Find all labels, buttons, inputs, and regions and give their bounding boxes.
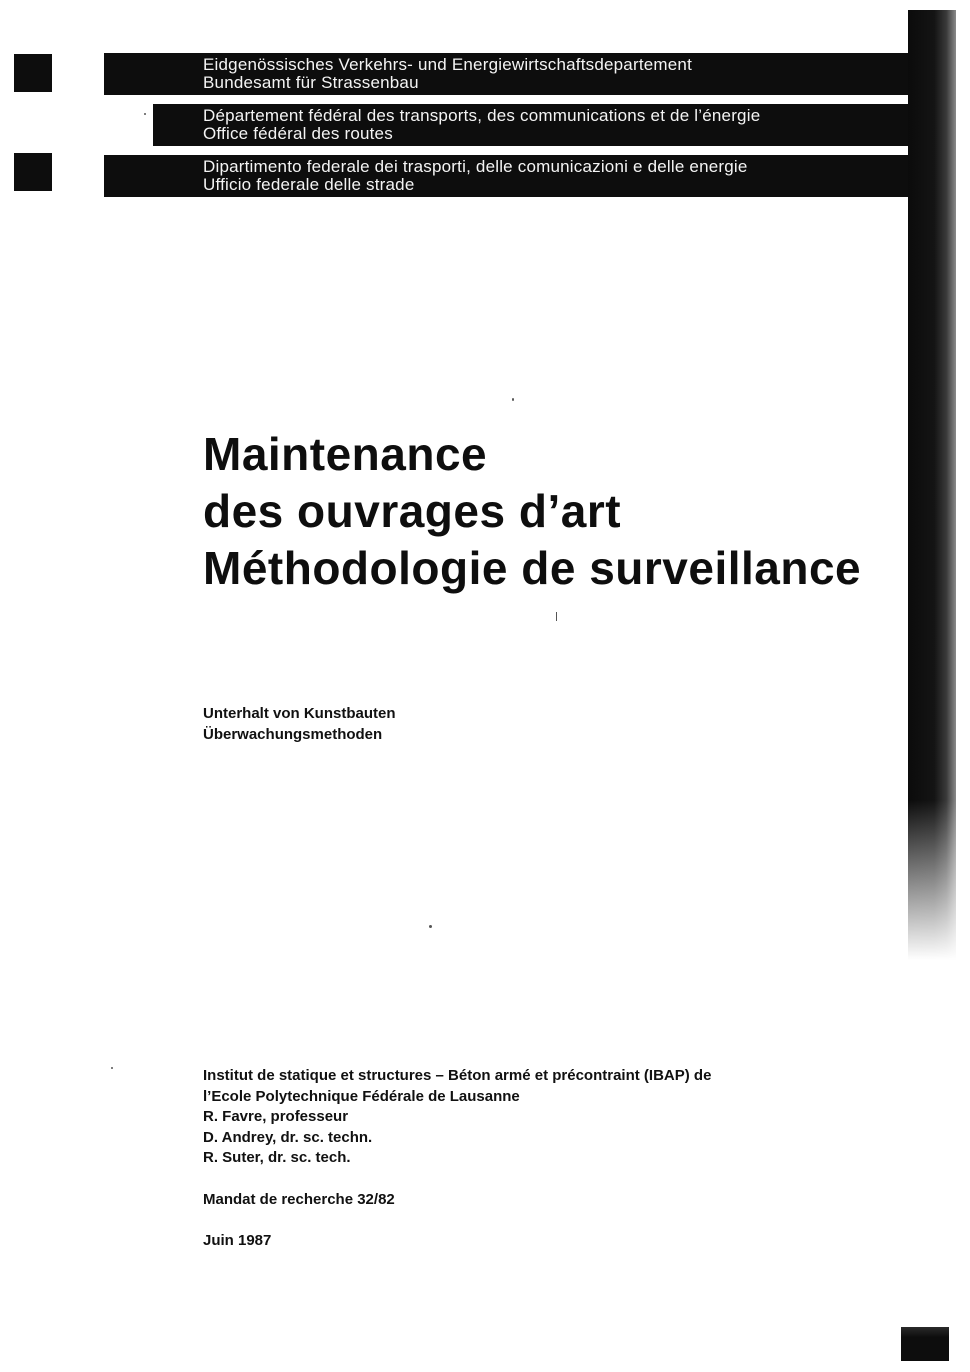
institute-school: l’Ecole Polytechnique Fédérale de Lausanne bbox=[203, 1087, 520, 1105]
scan-speck bbox=[512, 398, 514, 401]
scan-edge-fade bbox=[908, 560, 956, 960]
scan-speck bbox=[556, 612, 557, 621]
header-band-italian bbox=[104, 155, 908, 197]
document-subtitle bbox=[203, 703, 803, 745]
header-german-office: Bundesamt für Strassenbau bbox=[203, 73, 419, 92]
institute-name: Institut de statique et structures – Béton armé et précontraint (IBAP) de bbox=[203, 1067, 712, 1084]
subtitle-line-2: Überwachungsmethoden bbox=[203, 726, 383, 743]
registration-mark-bottom bbox=[14, 153, 52, 191]
header-french-office: Office fédéral des routes bbox=[203, 124, 393, 143]
header-italian-department: Dipartimento federale dei trasporti, delle comunicazioni e delle energie bbox=[203, 157, 748, 176]
title-line-3: Méthodologie de surveillance bbox=[203, 542, 862, 594]
author-suter: R. Suter, dr. sc. tech. bbox=[203, 1149, 351, 1166]
author-favre: R. Favre, professeur bbox=[203, 1108, 349, 1125]
header-german-department: Eidgenössisches Verkehrs- und Energiewirtschaftsdepartement bbox=[203, 55, 692, 74]
header-band-german bbox=[104, 53, 908, 95]
title-line-2: des ouvrages d’art bbox=[203, 485, 622, 537]
publication-date: Juin 1987 bbox=[203, 1232, 272, 1249]
document-title bbox=[203, 426, 903, 597]
corner-registration-mark bbox=[901, 1327, 949, 1361]
header-french-department: Département fédéral des transports, des communications et de l’énergie bbox=[203, 106, 761, 125]
subtitle-line-1: Unterhalt von Kunstbauten bbox=[203, 705, 396, 722]
scan-speck bbox=[144, 113, 146, 115]
scan-speck bbox=[111, 1067, 113, 1069]
institute-credits bbox=[203, 1066, 883, 1169]
header-band-french bbox=[153, 104, 908, 146]
title-line-1: Maintenance bbox=[203, 428, 488, 480]
registration-mark-top bbox=[14, 54, 52, 92]
research-mandate: Mandat de recherche 32/82 bbox=[203, 1191, 395, 1208]
header-italian-office: Ufficio federale delle strade bbox=[203, 175, 415, 194]
author-andrey: D. Andrey, dr. sc. techn. bbox=[203, 1128, 373, 1146]
scan-speck bbox=[429, 925, 432, 928]
